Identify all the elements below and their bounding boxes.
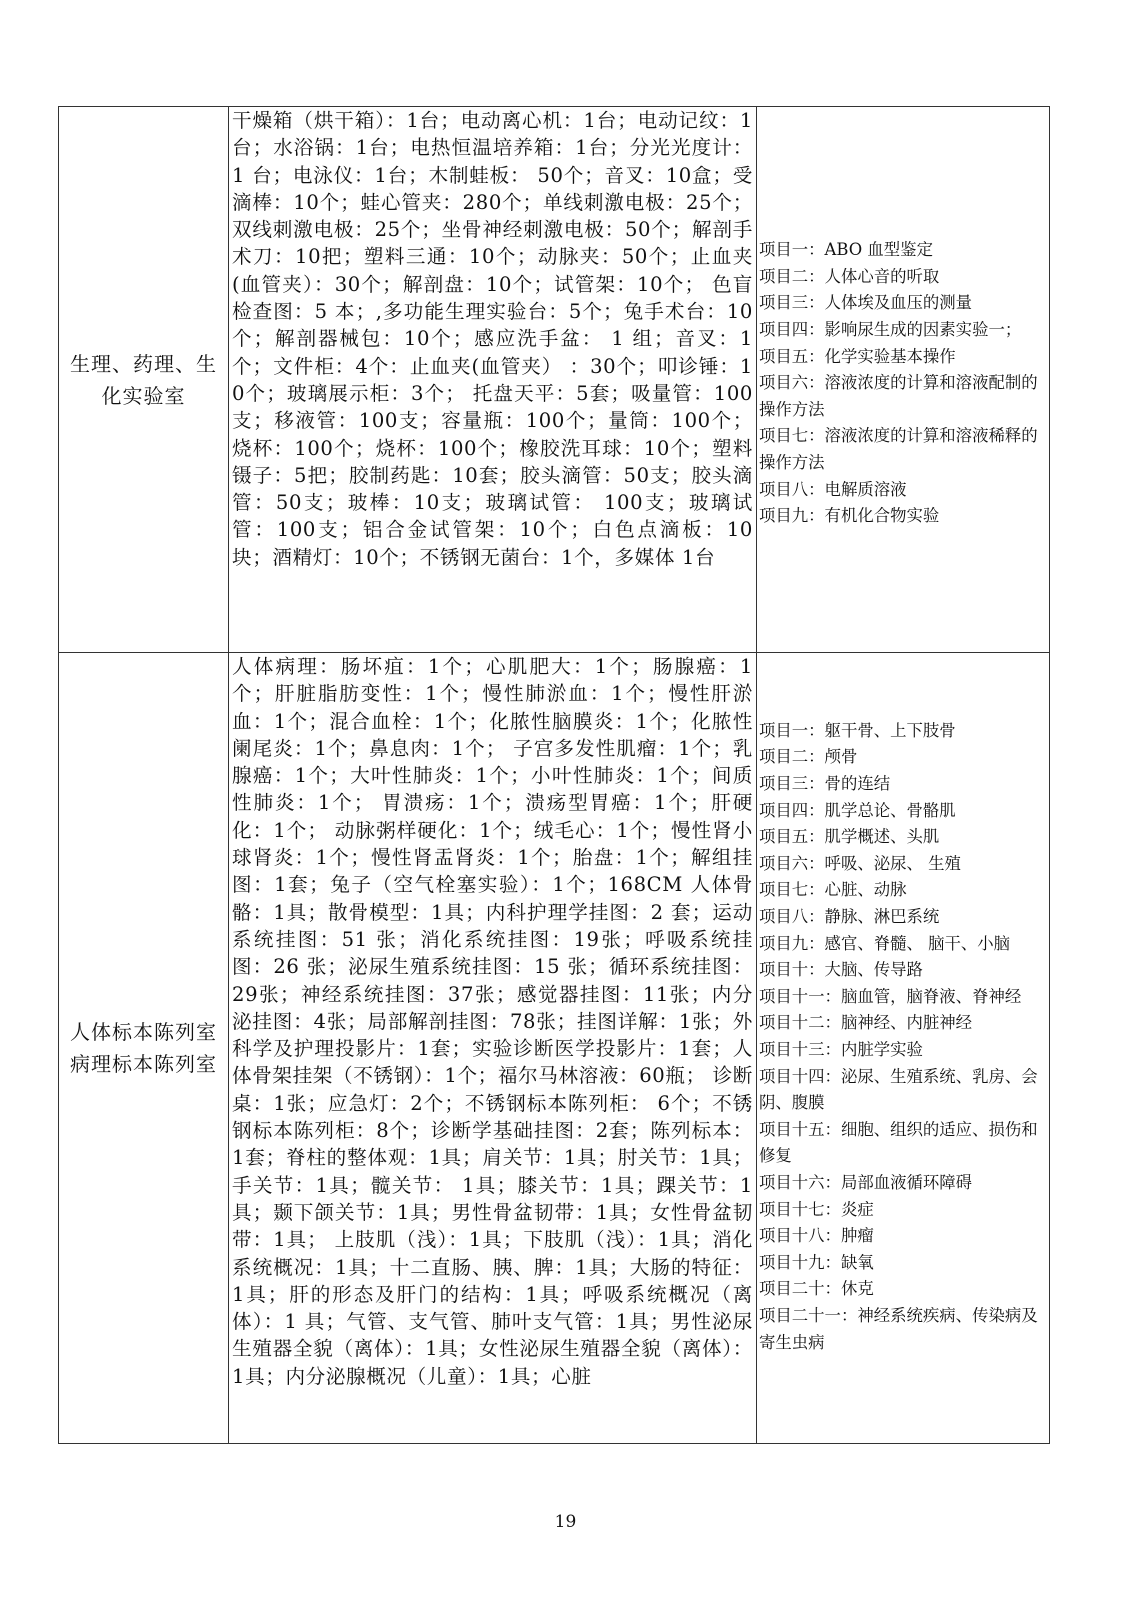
project-item: 项目十九：缺氧 xyxy=(759,1252,874,1272)
project-item: 项目十一：脑血管，脑脊液、脊神经 xyxy=(759,986,1022,1006)
table-row xyxy=(59,107,1050,653)
project-item: 项目一：躯干骨、上下肢骨 xyxy=(759,720,956,740)
room-name-line: 人体标本陈列室 xyxy=(70,1020,217,1044)
project-item: 项目一：ABO 血型鉴定 xyxy=(759,240,933,260)
project-item: 项目九：有机化合物实验 xyxy=(759,506,940,526)
project-item: 项目四：影响尿生成的因素实验一； xyxy=(759,320,1022,340)
project-item: 项目十五：细胞、组织的适应、损伤和修复 xyxy=(759,1119,1038,1166)
project-item: 项目七：心脏、动脉 xyxy=(759,880,907,900)
project-item: 项目十四：泌尿、生殖系统、乳房、会阴、腹膜 xyxy=(759,1066,1038,1113)
project-item: 项目八：静脉、淋巴系统 xyxy=(759,907,940,927)
project-list-cell xyxy=(757,653,1050,1444)
project-item: 项目二：颅骨 xyxy=(759,747,858,767)
room-name-cell xyxy=(59,653,229,1444)
table-row xyxy=(59,653,1050,1444)
project-item: 项目二十：休克 xyxy=(759,1279,874,1299)
project-item: 项目五：肌学概述、头肌 xyxy=(759,827,940,847)
project-list xyxy=(759,237,1047,530)
project-item: 项目十八：肿瘤 xyxy=(759,1226,874,1246)
project-item: 项目六：呼吸、泌尿、 生殖 xyxy=(759,853,961,873)
project-item: 项目十三：内脏学实验 xyxy=(759,1040,923,1059)
room-name-line: 病理标本陈列室 xyxy=(70,1052,217,1076)
project-item: 项目八：电解质溶液 xyxy=(759,479,907,499)
project-item: 项目六：溶液浓度的计算和溶液配制的操作方法 xyxy=(759,373,1038,419)
project-item: 项目二：人体心音的听取 xyxy=(759,266,940,286)
equipment-list-cell: 干燥箱（烘干箱）：1台；电动离心机：1台；电动记纹：1台；水浴锅：1台；电热恒温培养箱：1台；分光光度计：1 台；电泳仪：1台；木制蛙板： 50个；音叉：10盒；受滴棒：10个；蛙心管夹：280个；单线刺激电极：25个；双线刺激电极：25个；坐骨神经刺激电极：50个；解剖手术刀：10把；塑料三通：10个；动脉夹：50个；止血夹(血管夹）：30个；解剖盘：10个；试管架：10个； 色盲检查图：5 本；,多功能生理实验台：5个；兔手术台：10个；解剖器械包：10个；感应洗手盆： 1 组；音叉：1个；文件柜：4个：止血夹(血管夹） ：30个；叩诊锤：10个；玻璃展示柜：3个； 托盘天平：5套；吸量管：100支；移液管：100支；容量瓶：100个；量筒：100个；烧杯：100个；烧杯：100个；橡胶洗耳球：10个；塑料镊子：5把；胶制药匙：10套；胶头滴管：50支；胶头滴管：50支；玻棒：10支；玻璃试管： 100支；玻璃试管：100支；铝合金试管架：10个；白色点滴板：10 块；酒精灯：10个；不锈钢无菌台：1个，多媒体 1台 xyxy=(229,107,757,653)
room-name-cell: 生理、药理、生化实验室 xyxy=(59,107,229,653)
project-item: 项目九：感官、脊髓、 脑干、小脑 xyxy=(759,933,1011,953)
project-item: 项目十七：炎症 xyxy=(759,1199,874,1219)
equipment-table xyxy=(58,106,1050,1444)
page-number: 19 xyxy=(554,1512,577,1532)
project-item: 项目五：化学实验基本操作 xyxy=(759,346,956,366)
project-item: 项目十二：脑神经、内脏神经 xyxy=(759,1013,973,1033)
project-item: 项目十六：局部血液循环障碍 xyxy=(759,1172,973,1192)
project-item: 项目三：骨的连结 xyxy=(759,774,891,794)
project-item: 项目三：人体埃及血压的测量 xyxy=(759,293,973,313)
project-item: 项目十：大脑、传导路 xyxy=(759,960,923,980)
project-list xyxy=(759,718,1047,1356)
project-list-cell xyxy=(757,107,1050,653)
project-item: 项目七：溶液浓度的计算和溶液稀释的操作方法 xyxy=(759,426,1038,472)
project-item: 项目二十一：神经系统疾病、传染病及寄生虫病 xyxy=(759,1305,1038,1352)
equipment-list-cell: 人体病理：肠坏疽：1个；心肌肥大：1个；肠腺癌：1个；肝脏脂肪变性：1个；慢性肺淤血：1个；慢性肝淤血：1个；混合血栓：1个；化脓性脑膜炎：1个；化脓性阑尾炎：1个；鼻息肉：1个； 子宫多发性肌瘤：1个；乳腺癌：1个；大叶性肺炎：1个；小叶性肺炎：1个；间质性肺炎：1个； 胃溃疡：1个；溃疡型胃癌：1个；肝硬化：1个； 动脉粥样硬化：1个；绒毛心：1个；慢性肾小球肾炎：1个；慢性肾盂肾炎：1个；胎盘：1个；解组挂图：1套；兔子（空气栓塞实验）：1个；168CM 人体骨骼：1具；散骨模型：1具；内科护理学挂图：2 套；运动系统挂图：51 张；消化系统挂图：19张；呼吸系统挂图：26 张；泌尿生殖系统挂图：15 张；循环系统挂图：29张；神经系统挂图：37张；感觉器挂图：11张；内分泌挂图：4张；局部解剖挂图：78张；挂图详解：1张；外科学及护理投影片：1套；实验诊断医学投影片：1套；人体骨架挂架（不锈钢）：1个；福尔马林溶液：60瓶； 诊断桌：1张；应急灯：2个；不锈钢标本陈列柜： 6个；不锈钢标本陈列柜：8个；诊断学基础挂图：2套；陈列标本：1套；脊柱的整体观：1具；肩关节：1具；肘关节：1具；手关节：1具；髋关节： 1具；膝关节：1具；踝关节：1具；颞下颌关节：1具；男性骨盆韧带：1具；女性骨盆韧带：1具； 上肢肌（浅）：1具；下肢肌（浅）：1具；消化系统概况：1具；十二直肠、胰、脾：1具；大肠的特征：1具；肝的形态及肝门的结构：1具；呼吸系统概况（离体）：1 具；气管、支气管、肺叶支气管：1具；男性泌尿生殖器全貌（离体）：1具；女性泌尿生殖器全貌（离体）：1具；内分泌腺概况（儿童）：1具；心脏 xyxy=(229,653,757,1444)
project-item: 项目四：肌学总论、骨骼肌 xyxy=(759,800,956,820)
